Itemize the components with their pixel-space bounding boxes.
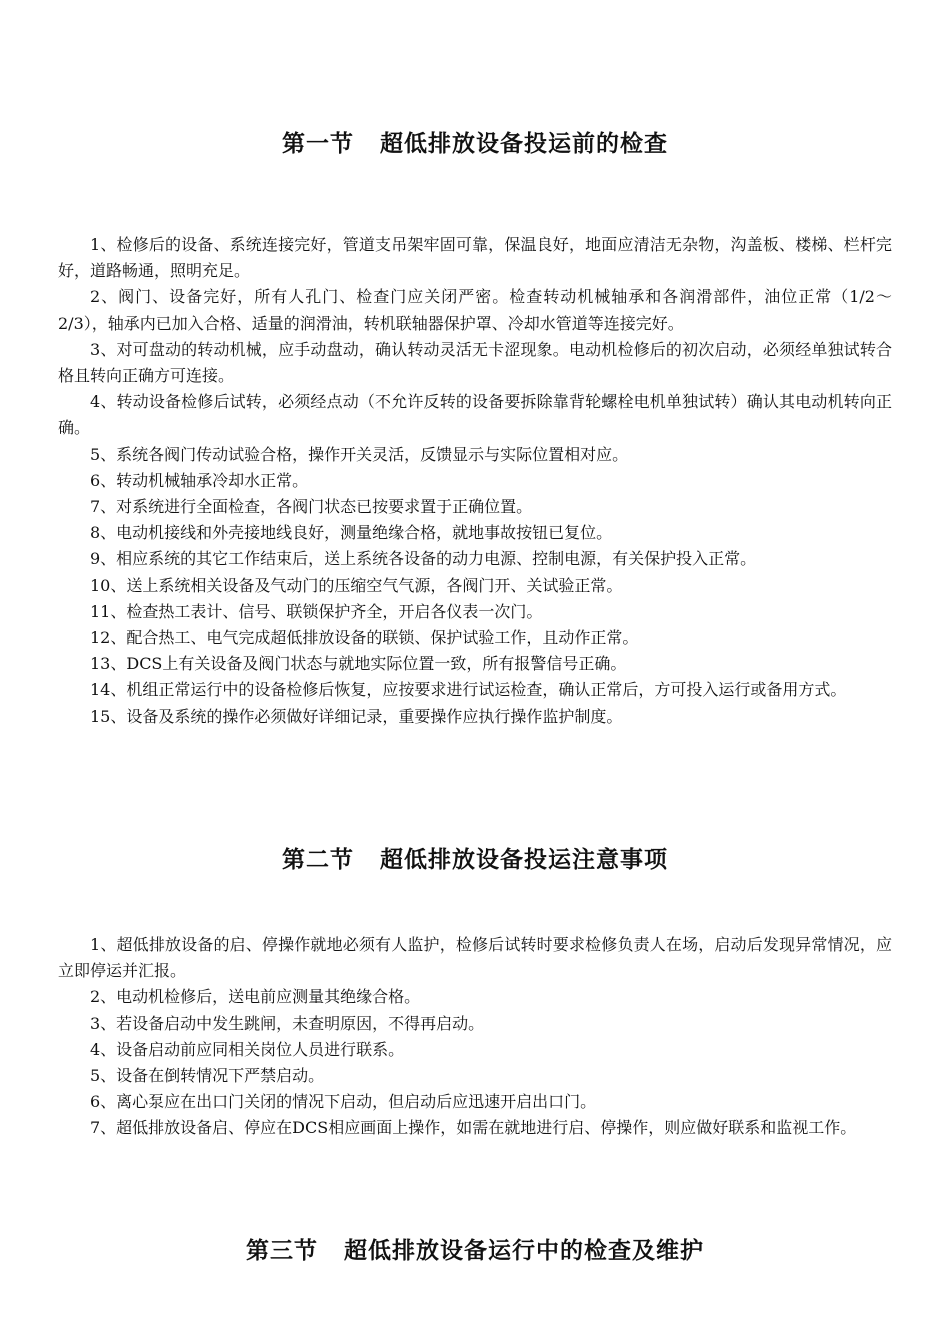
section-2-item-6: 6、离心泵应在出口门关闭的情况下启动，但启动后应迅速开启出口门。 [90, 1092, 597, 1112]
section-1-item-13: 13、DCS上有关设备及阀门状态与就地实际位置一致，所有报警信号正确。 [90, 654, 627, 674]
section-1-item-6: 6、转动机械轴承冷却水正常。 [90, 470, 309, 490]
section-2-item-1: 1、超低排放设备的启、停操作就地必须有人监护，检修后试转时要求检修负责人在场，启动后发现异常情况，应立即停运并汇报。 [58, 935, 892, 981]
section-3-number: 第三节 [246, 1237, 318, 1264]
section-2-body [58, 932, 892, 1142]
section-1-body [58, 232, 892, 730]
section-2-item-4: 4、设备启动前应同相关岗位人员进行联系。 [90, 1039, 405, 1059]
section-1-number: 第一节 [282, 130, 354, 157]
section-1-item-12: 12、配合热工、电气完成超低排放设备的联锁、保护试验工作，且动作正常。 [90, 628, 639, 648]
section-2-item-3: 3、若设备启动中发生跳闸，未查明原因，不得再启动。 [90, 1013, 485, 1033]
section-2-item-2: 2、电动机检修后，送电前应测量其绝缘合格。 [90, 987, 421, 1007]
section-3-heading [0, 1232, 950, 1265]
section-2-item-7: 7、超低排放设备启、停应在DCS相应画面上操作，如需在就地进行启、停操作，则应做好联系和监视工作。 [90, 1118, 857, 1138]
section-1-title: 超低排放设备投运前的检查 [380, 130, 668, 157]
section-1-item-15: 15、设备及系统的操作必须做好详细记录，重要操作应执行操作监护制度。 [90, 706, 623, 726]
section-1-heading [0, 125, 950, 158]
section-1-item-14: 14、机组正常运行中的设备检修后恢复，应按要求进行试运检查，确认正常后，方可投入运行或备用方式。 [90, 680, 847, 700]
section-1-item-8: 8、电动机接线和外壳接地线良好，测量绝缘合格，就地事故按钮已复位。 [90, 523, 613, 543]
section-2-item-5: 5、设备在倒转情况下严禁启动。 [90, 1066, 325, 1086]
section-3-title: 超低排放设备运行中的检查及维护 [344, 1237, 704, 1264]
section-2-heading [0, 841, 950, 874]
section-2-number: 第二节 [282, 846, 354, 873]
section-1-item-4: 4、转动设备检修后试转，必须经点动（不允许反转的设备要拆除靠背轮螺栓电机单独试转）确认其电动机转向正确。 [58, 392, 892, 438]
section-1-item-1: 1、检修后的设备、系统连接完好，管道支吊架牢固可靠，保温良好，地面应清洁无杂物，沟盖板、楼梯、栏杆完好，道路畅通，照明充足。 [58, 235, 892, 281]
section-1-item-7: 7、对系统进行全面检查，各阀门状态已按要求置于正确位置。 [90, 497, 533, 517]
section-1-item-10: 10、送上系统相关设备及气动门的压缩空气气源，各阀门开、关试验正常。 [90, 575, 623, 595]
section-1-item-3: 3、对可盘动的转动机械，应手动盘动，确认转动灵活无卡涩现象。电动机检修后的初次启动，必须经单独试转合格且转向正确方可连接。 [58, 339, 892, 386]
section-1-item-9: 9、相应系统的其它工作结束后，送上系统各设备的动力电源、控制电源，有关保护投入正常。 [90, 549, 757, 569]
section-1-item-2: 2、阀门、设备完好，所有人孔门、检查门应关闭严密。检查转动机械轴承和各润滑部件，油位正常（1/2～2/3），轴承内已加入合格、适量的润滑油，转机联轴器保护罩、冷却水管道等连接完好。 [58, 287, 892, 333]
section-2-title: 超低排放设备投运注意事项 [380, 846, 668, 873]
section-1-item-11: 11、检查热工表计、信号、联锁保护齐全，开启各仪表一次门。 [90, 601, 543, 621]
section-1-item-5: 5、系统各阀门传动试验合格，操作开关灵活，反馈显示与实际位置相对应。 [90, 444, 629, 464]
